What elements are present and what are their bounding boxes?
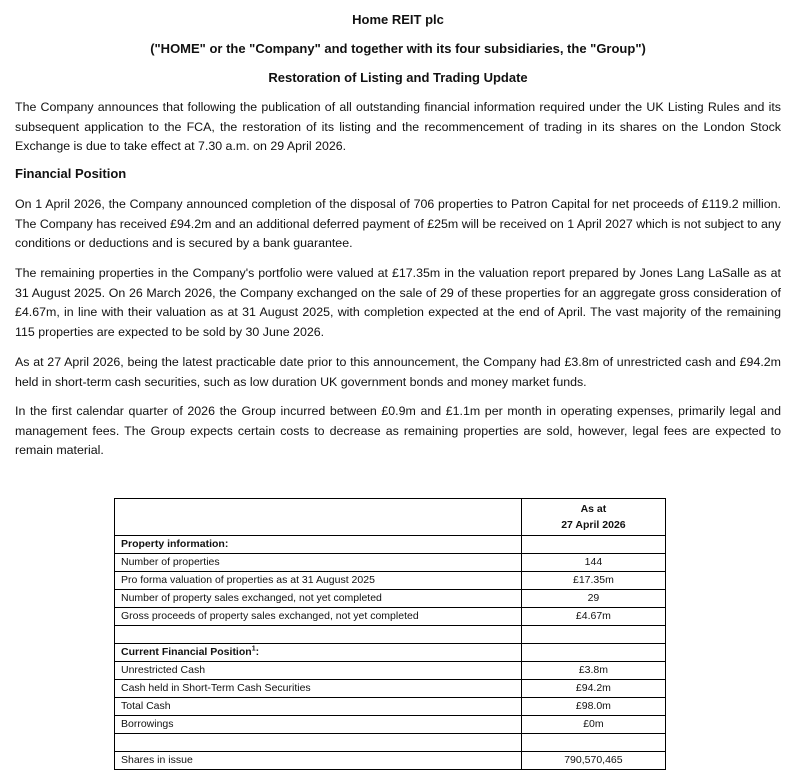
empty-cell	[521, 536, 665, 554]
table-row	[115, 608, 666, 626]
table-row	[115, 716, 666, 734]
column-header-line2: 27 April 2026	[561, 519, 626, 531]
row-value: £0m	[521, 716, 665, 734]
row-label: Number of property sales exchanged, not yet completed	[115, 590, 522, 608]
property-section-label: Property information:	[115, 536, 522, 554]
row-value: £3.8m	[521, 662, 665, 680]
cash-paragraph: As at 27 April 2026, being the latest practicable date prior to this announcement, the Company had £3.8m of unrestricted cash and £94.2m held in short-term cash securities, such as low duration UK government bonds and money market funds.	[15, 355, 781, 389]
table-row	[115, 680, 666, 698]
row-value: £98.0m	[521, 698, 665, 716]
financial-section-label	[115, 644, 522, 662]
spacer-row	[115, 734, 666, 752]
company-name: Home REIT plc	[352, 12, 444, 27]
table-row	[115, 662, 666, 680]
row-label: Total Cash	[115, 698, 522, 716]
table-header-row	[115, 499, 666, 536]
row-value: 790,570,465	[521, 752, 665, 770]
announcement-title: Restoration of Listing and Trading Update	[268, 70, 528, 85]
table-row	[115, 572, 666, 590]
column-header	[521, 499, 665, 536]
row-value: 144	[521, 554, 665, 572]
row-value: £4.67m	[521, 608, 665, 626]
empty-cell	[521, 644, 665, 662]
financial-summary-table	[114, 498, 666, 770]
shares-row	[115, 752, 666, 770]
empty-cell	[521, 734, 665, 752]
row-label: Shares in issue	[115, 752, 522, 770]
row-value: 29	[521, 590, 665, 608]
disposal-paragraph: On 1 April 2026, the Company announced completion of the disposal of 706 properties to Patron Capital for net proceeds of £119.2 million. The Company has received £94.2m and an additional deferred payment of £25m will be received on 1 April 2027 which is not subject to any conditions or deductions and is secured by a bank guarantee.	[15, 197, 781, 250]
row-label: Unrestricted Cash	[115, 662, 522, 680]
row-label: Number of properties	[115, 554, 522, 572]
property-section-row	[115, 536, 666, 554]
column-header-line1: As at	[580, 503, 607, 515]
spacer-row	[115, 626, 666, 644]
table-row	[115, 590, 666, 608]
header-blank-cell	[115, 499, 522, 536]
row-label: Cash held in Short-Term Cash Securities	[115, 680, 522, 698]
financial-section-suffix: :	[255, 646, 260, 658]
empty-cell	[115, 734, 522, 752]
financial-section-text: Current Financial Position	[121, 646, 252, 658]
remaining-properties-paragraph: The remaining properties in the Company's portfolio were valued at £17.35m in the valuation report prepared by Jones Lang LaSalle as at 31 August 2025. On 26 March 2026, the Company exchanged on the sale of 29 of these properties for an aggregate gross consideration of £4.67m, in line with their valuation as at 31 August 2025, with completion expected at the end of April. The vast majority of the remaining 115 properties are expected to be sold by 30 June 2026.	[15, 266, 781, 339]
row-label: Pro forma valuation of properties as at 31 August 2025	[115, 572, 522, 590]
table-row	[115, 554, 666, 572]
empty-cell	[521, 626, 665, 644]
costs-paragraph: In the first calendar quarter of 2026 the Group incurred between £0.9m and £1.1m per month in operating expenses, primarily legal and management fees. The Group expects certain costs to decrease as remaining properties are sold, however, legal fees are expected to remain material.	[15, 404, 781, 457]
row-label: Gross proceeds of property sales exchanged, not yet completed	[115, 608, 522, 626]
empty-cell	[115, 626, 522, 644]
financial-section-row	[115, 644, 666, 662]
row-label: Borrowings	[115, 716, 522, 734]
footnote-marker: 1	[251, 645, 256, 653]
intro-paragraph: The Company announces that following the publication of all outstanding financial information required under the UK Listing Rules and its subsequent application to the FCA, the restoration of its listing and the recommencement of trading in its shares on the London Stock Exchange is due to take effect at 7.30 a.m. on 29 April 2026.	[15, 100, 781, 153]
table-row	[115, 698, 666, 716]
financial-position-heading: Financial Position	[15, 166, 127, 181]
row-value: £94.2m	[521, 680, 665, 698]
row-value: £17.35m	[521, 572, 665, 590]
defined-terms: ("HOME" or the "Company" and together with its four subsidiaries, the "Group")	[150, 41, 646, 56]
